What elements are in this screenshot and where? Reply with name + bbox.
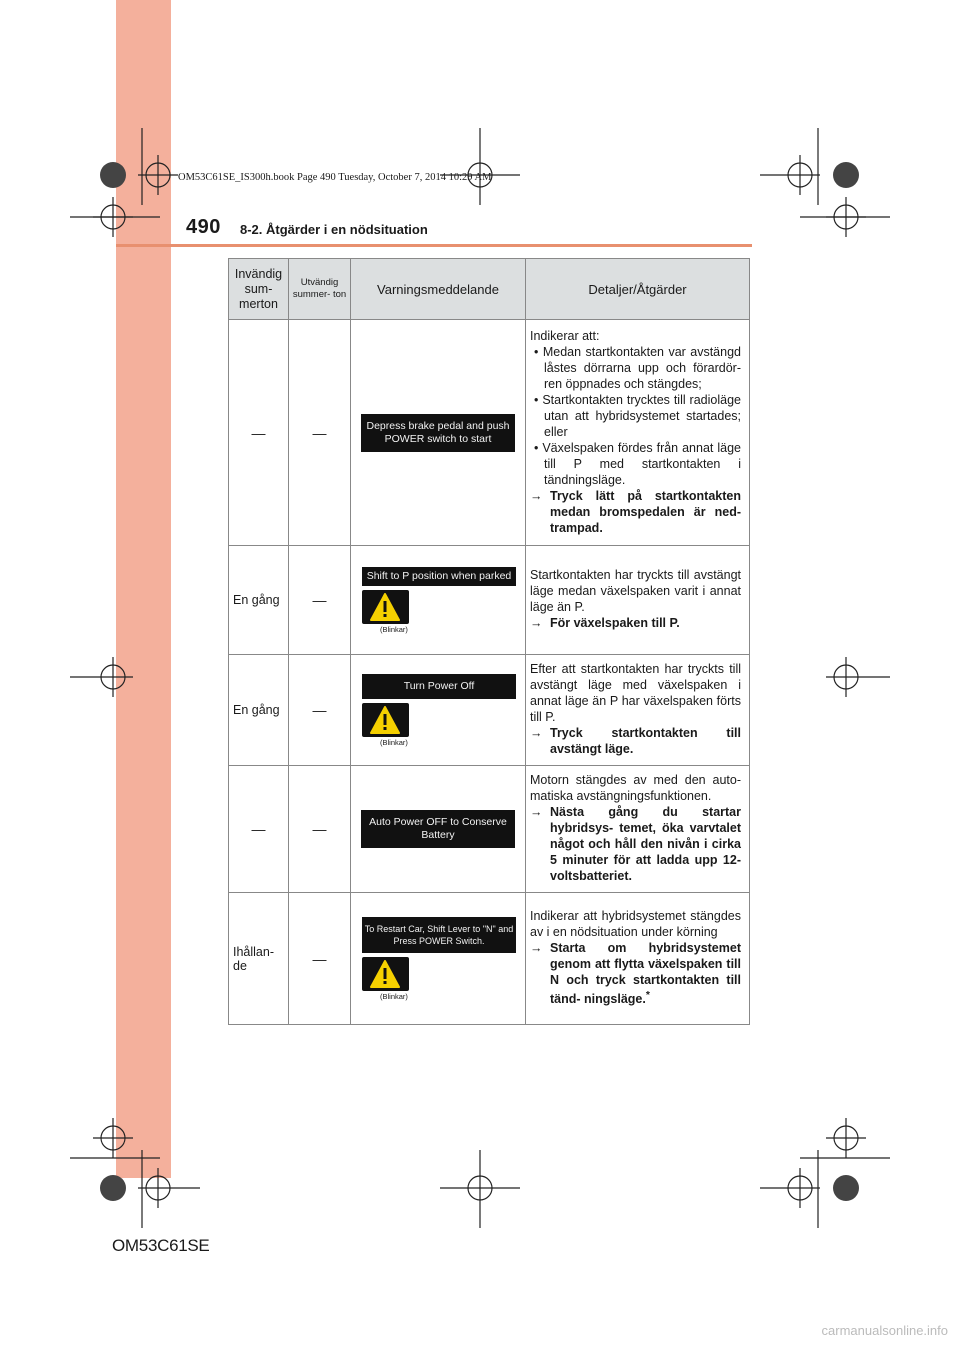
side-accent-strip [116,0,171,1178]
header-rule [116,244,752,247]
details-cell [526,655,750,766]
message-cell [351,320,526,546]
external-buzzer-cell: — [289,766,351,893]
site-watermark: carmanualsonline.info [821,1323,948,1338]
details-text: Motorn stängdes av med den auto- matiska avstängningsfunktionen. [530,773,741,803]
header-internal-buzzer: Invändig sum- merton [229,259,289,320]
details-cell [526,320,750,546]
internal-buzzer-cell: En gång [229,655,289,766]
footnote-mark: * [645,989,650,1001]
table-header-row [229,259,750,320]
display-message: Depress brake pedal and push POWER switch to start [361,414,515,452]
details-bullets [530,344,741,488]
display-message: To Restart Car, Shift Lever to "N" and Press POWER Switch. [362,917,516,953]
page-number: 490 [186,216,221,238]
table-row [229,546,750,655]
message-cell [351,655,526,766]
list-item: • Medan startkontakten var avstängd låstes dörrarna upp och förardör- ren öppnades och stängdes; [534,344,741,391]
message-cell [351,766,526,893]
display-message: Shift to P position when parked [362,567,516,586]
list-item: • Växelspaken fördes från annat läge till P med startkontakten i tändningsläge. [534,440,741,487]
table-row [229,320,750,546]
internal-buzzer-cell: Ihållan- de [229,893,289,1025]
external-buzzer-cell: — [289,546,351,655]
external-buzzer-cell: — [289,320,351,546]
footer-manual-code: OM53C61SE [112,1236,210,1255]
header-details: Detaljer/Åtgärder [526,259,750,320]
blink-note: (Blinkar) [380,737,408,747]
details-cell [526,766,750,893]
message-cell [351,893,526,1025]
details-text: Indikerar att hybridsystemet stängdes av i en nödsituation under körning [530,908,741,939]
action-text: → Nästa gång du startar hybridsys- temet, öka varvtalet något och håll den nivån i cirka 5 minuter för att ladda upp 12-voltsbatteriet. [530,805,741,883]
blink-note: (Blinkar) [380,991,408,1001]
message-cell [351,546,526,655]
arrow-icon: → [530,488,543,503]
warning-message-table [228,258,750,1025]
display-message: Auto Power OFF to Conserve Battery [361,810,515,848]
action-text: → Tryck lätt på startkontakten medan bromspedalen är ned- trampad. [530,488,741,535]
table-row [229,655,750,766]
details-text: Efter att startkontakten har tryckts till avstängt läge med växelspaken i annat läge än P har växelspaken förts till P. [530,662,741,724]
table-row [229,893,750,1025]
details-intro: Indikerar att: [530,328,600,343]
book-info-line: OM53C61SE_IS300h.book Page 490 Tuesday, October 7, 2014 10:29 AM [178,172,492,183]
external-buzzer-cell: — [289,893,351,1025]
internal-buzzer-cell: En gång [229,546,289,655]
display-message: Turn Power Off [362,674,516,699]
internal-buzzer-cell: — [229,320,289,546]
action-text: → Starta om hybridsystemet genom att flytta växelspaken till N och tryck startkontakten till tänd- ningsläge.* [530,940,741,1007]
action-text: → För växelspaken till P. [530,616,680,630]
arrow-icon: → [530,805,543,819]
warning-triangle-icon [362,703,409,737]
external-buzzer-cell: — [289,655,351,766]
details-text: Startkontakten har tryckts till avstängt läge medan växelspaken varit i annat läge än P. [530,568,741,614]
arrow-icon: → [530,940,543,955]
header-external-buzzer: Utvändig summer- ton [289,259,351,320]
internal-buzzer-cell: — [229,766,289,893]
warning-triangle-icon [362,590,409,624]
header-warning-message: Varningsmeddelande [351,259,526,320]
table-row [229,766,750,893]
list-item: • Startkontakten trycktes till radioläge utan att hybridsystemet startades; eller [534,392,741,439]
details-cell [526,546,750,655]
warning-triangle-icon [362,957,409,991]
section-title: 8-2. Åtgärder i en nödsituation [240,222,428,237]
details-cell [526,893,750,1025]
action-text: → Tryck startkontakten till avstängt läge. [530,726,741,756]
blink-note: (Blinkar) [380,624,408,634]
arrow-icon: → [530,726,543,740]
arrow-icon: → [530,616,543,630]
